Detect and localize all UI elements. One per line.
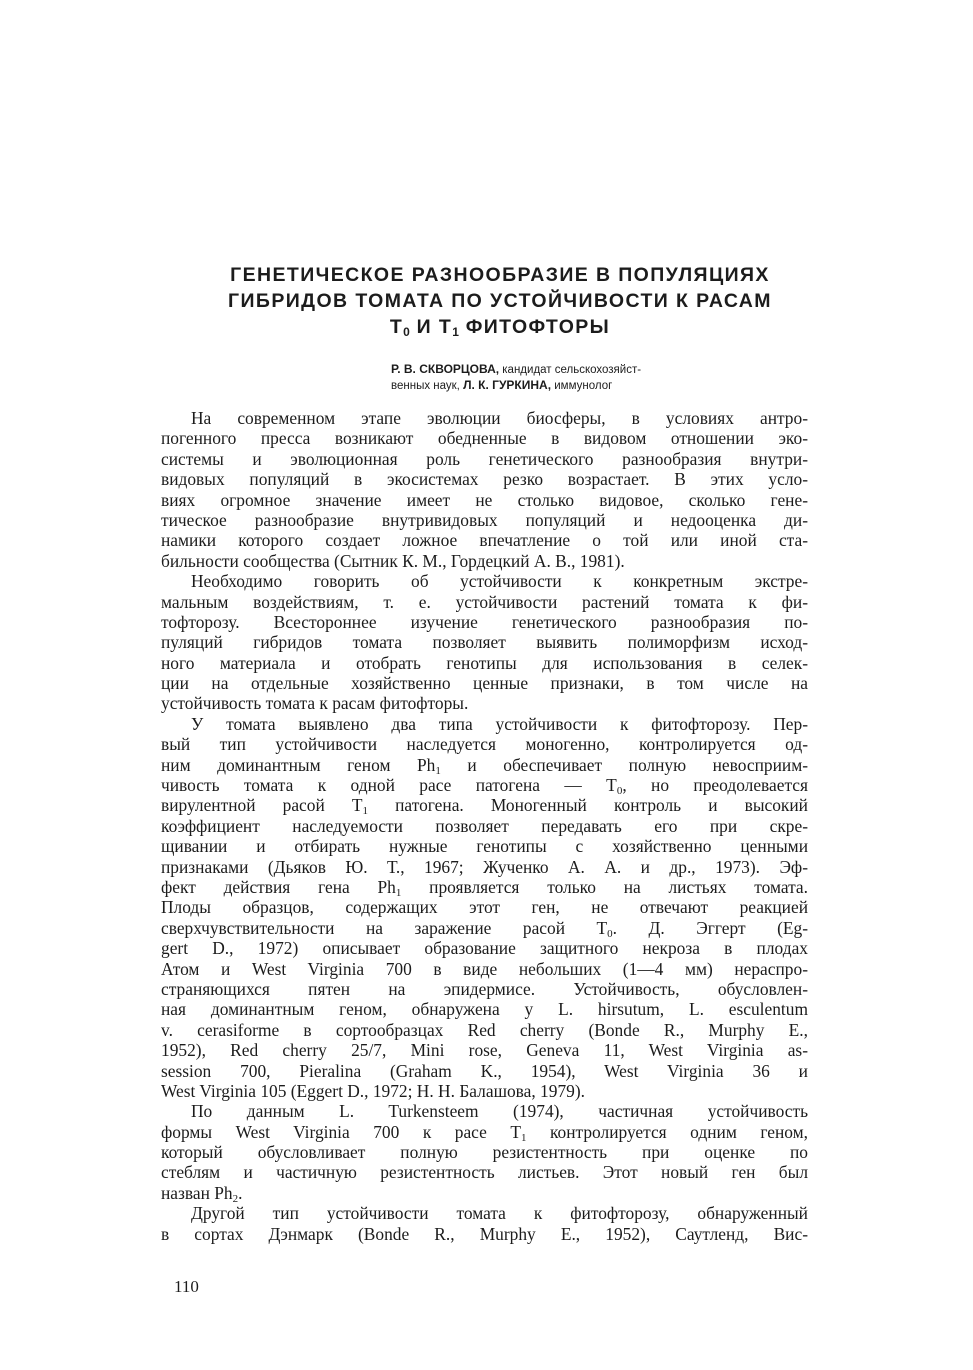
text-line: ного материала и отобрать генотипы для использования в селек-	[161, 652, 808, 673]
text-run: сверхчувствительности на заражение расой Т	[161, 917, 608, 938]
text-line: коэффициент наследуемости позволяет передавать его при скре-	[161, 815, 808, 836]
author-1-desc: кандидат сельскохозяйст-	[499, 364, 642, 376]
text-line: Плоды образцов, содержащих этот ген, не отвечают реакцией	[161, 897, 808, 918]
text-line: стеблям и частичную резистентность листьев. Этот новый ген был	[161, 1162, 808, 1183]
text-line: намики которого создает ложное впечатление о той или иной ста-	[161, 530, 808, 551]
text-line: Другой тип устойчивости томата к фитофторозу, обнаруженный	[191, 1203, 808, 1224]
text-line	[161, 1122, 808, 1142]
text-line: пуляций гибридов томата позволяет выявить полиморфизм исход-	[161, 632, 808, 653]
author-2-desc: иммунолог	[551, 380, 613, 392]
text-run: контролируется одним геном,	[526, 1121, 808, 1142]
text-line	[161, 877, 808, 897]
text-line: 1952), Red cherry 25/7, Mini rose, Geneva 11, West Virginia as-	[161, 1040, 808, 1061]
page-number: 110	[174, 1277, 199, 1296]
text-run: .	[238, 1182, 243, 1203]
text-line: виях огромное значение имеет не столько видовое, сколько гене-	[161, 489, 808, 510]
authors-line-2	[391, 378, 811, 394]
text-line: v. cerasiforme в сортообразцах Red cherry (Bonde R., Murphy E.,	[161, 1019, 808, 1040]
text-line: вый тип устойчивости наследуется моногенно, контролируется од-	[161, 734, 808, 755]
text-line: устойчивость томата к расам фитофторы.	[161, 693, 469, 714]
subscript: 2	[232, 1192, 239, 1205]
authors-block	[391, 362, 811, 394]
title-t: Т	[389, 316, 404, 338]
article-body	[161, 408, 808, 1244]
text-line: погенного пресса возникают обедненные в видовом отношении эко-	[161, 428, 808, 449]
subscript: 1	[395, 886, 402, 899]
text-line: признаками (Дьяков Ю. Т., 1967; Жученко А. А. и др., 1973). Эф-	[161, 856, 808, 877]
text-line: в сортах Дэнмарк (Bonde R., Murphy E., 1952), Саутленд, Вис-	[161, 1223, 808, 1244]
text-run: проявляется только на листьях томата.	[401, 876, 808, 897]
text-line: gert D., 1972) описывает образование защитного некроза в плодах	[161, 938, 808, 959]
subscript: 1	[520, 1131, 527, 1144]
text-line: ции на отдельные хозяйственно ценные признаки, в том числе на	[161, 673, 808, 694]
text-line	[161, 1183, 808, 1203]
text-line	[161, 755, 808, 775]
text-line: мальным воздействиям, т. е. устойчивости растений томата к фи-	[161, 591, 808, 612]
text-run: назван Ph	[161, 1182, 233, 1203]
text-line	[161, 775, 809, 798]
title-sub-0: 0	[403, 325, 410, 339]
text-run: . Д. Эггерт (Eg-	[612, 917, 808, 938]
subscript: 1	[362, 805, 369, 818]
title-line-3	[150, 314, 850, 340]
text-line: session 700, Pieralina (Graham K., 1954), West Virginia 36 и	[161, 1060, 808, 1081]
text-run: ним доминантным геном Ph	[161, 754, 436, 775]
text-line: На современном этапе эволюции биосферы, в условиях антро-	[191, 408, 808, 428]
subscript: 0	[616, 785, 623, 798]
text-line: ная доминантным геном, обнаружена у L. hirsutum, L. esculentum	[161, 999, 808, 1020]
text-line: тическое разнообразие внутривидовых популяций и недооценка ди-	[161, 509, 808, 530]
article-title	[150, 262, 850, 340]
text-run: чивость томата к одной расе патогена — Т	[161, 775, 617, 796]
text-line: Необходимо говорить об устойчивости к конкретным экстре-	[191, 571, 808, 592]
title-line-1: ГЕНЕТИЧЕСКОЕ РАЗНООБРАЗИЕ В ПОПУЛЯЦИЯХ	[230, 264, 770, 286]
text-line	[161, 918, 808, 938]
text-line: По данным L. Turkensteem (1974), частичная устойчивость	[191, 1101, 808, 1122]
text-run: , но преодолевается	[622, 775, 809, 796]
text-line: который обусловливает полную резистентность при оценке по	[161, 1142, 808, 1163]
text-line: тофторозу. Всестороннее изучение генетического разнообразия по-	[161, 611, 808, 632]
text-line	[161, 795, 808, 818]
text-run: фект действия гена Ph	[161, 876, 396, 897]
text-line: системы и эволюционная роль генетического разнообразия внутри-	[161, 448, 808, 469]
text-line: Атом и West Virginia 700 в виде небольших (1—4 мм) нераспро-	[161, 958, 808, 979]
text-run: патогена. Моногенный контроль и высокий	[368, 795, 808, 816]
text-line: бильности сообщества (Сытник К. М., Гордецкий А. В., 1981).	[161, 550, 625, 571]
text-run: вирулентной расой Т	[161, 795, 363, 816]
title-end: ФИТОФТОРЫ	[458, 316, 611, 338]
title-sub-1: 1	[452, 325, 459, 339]
authors-line-1	[391, 362, 811, 378]
text-line: щивании и отбирать нужные генотипы с хозяйственно ценными	[161, 836, 808, 857]
text-line: страняющихся пятен на эпидермисе. Устойчивость, обусловлен-	[161, 978, 808, 999]
text-run: и обеспечивает полную невосприим-	[440, 754, 808, 775]
subscript: 0	[607, 927, 613, 940]
title-and: И Т	[409, 316, 453, 338]
title-line-2: ГИБРИДОВ ТОМАТА ПО УСТОЙЧИВОСТИ К РАСАМ	[228, 290, 772, 312]
author-1-desc-cont: венных наук,	[391, 380, 464, 392]
subscript: 1	[435, 764, 441, 777]
author-1-name: Р. В. СКВОРЦОВА,	[391, 362, 500, 376]
text-line: У томата выявлено два типа устойчивости к фитофторозу. Пер-	[191, 713, 808, 734]
text-line: видовых популяций в экосистемах резко возрастает. В этих усло-	[161, 469, 808, 490]
text-run: формы West Virginia 700 к расе Т	[161, 1121, 521, 1142]
text-line: West Virginia 105 (Eggert D., 1972; Н. Н. Балашова, 1979).	[161, 1080, 585, 1101]
author-2-name: Л. К. ГУРКИНА,	[463, 378, 552, 392]
